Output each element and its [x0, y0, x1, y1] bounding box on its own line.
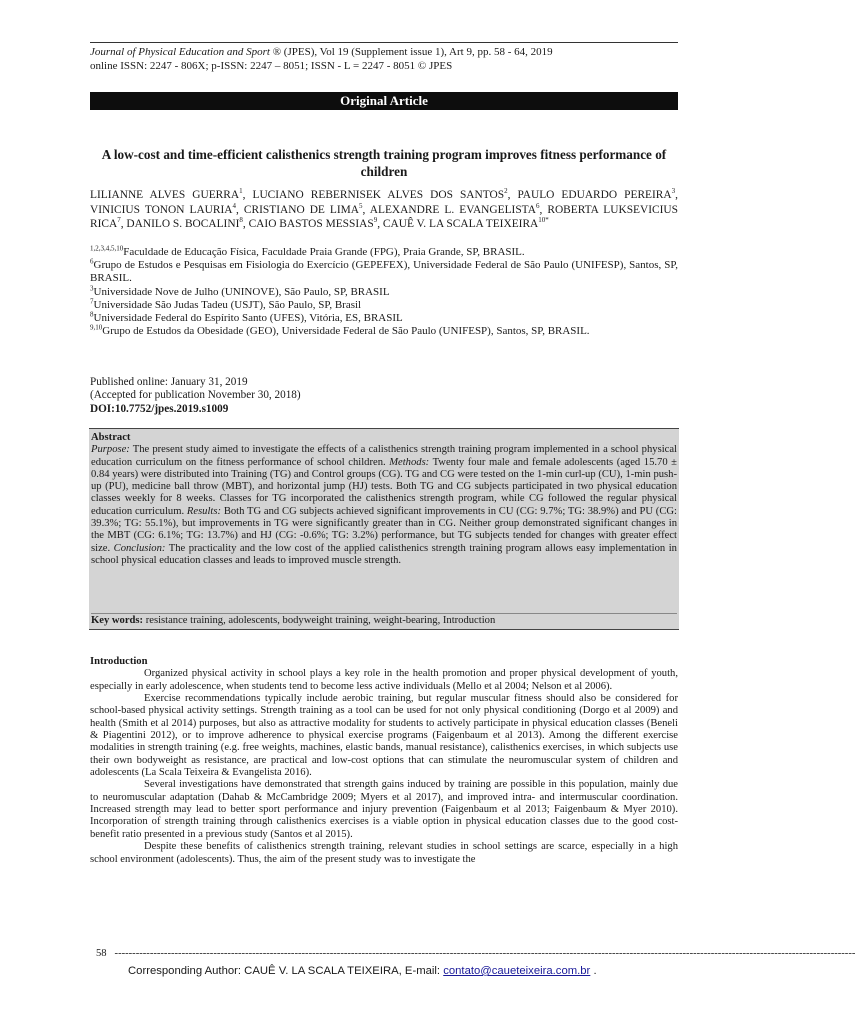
affiliation-text: Universidade São Judas Tadeu (USJT), São Paulo, SP, Brasil [93, 298, 362, 311]
corresponding-trailing: . [590, 965, 597, 977]
author-name: ROBERTA LUKSEVICIUS RICA [90, 203, 678, 230]
affiliation-item [90, 246, 678, 259]
publication-info [90, 376, 678, 416]
author-affiliation-marker: 8 [239, 216, 243, 225]
article-title: A low-cost and time-efficient calisthenics strength training program improves fitness performance of children [101, 147, 667, 179]
footer-rule [96, 948, 855, 960]
corresponding-label: Corresponding Author: CAUÊ V. LA SCALA TEIXEIRA, E-mail: [128, 965, 444, 977]
author-name: ALEXANDRE L. EVANGELISTA [369, 203, 536, 216]
corresponding-author [128, 964, 688, 978]
abstract-section-label: Conclusion: [113, 542, 166, 554]
abstract-section-label: Purpose: [91, 444, 130, 456]
affiliation-marker: 8 [90, 310, 94, 319]
published-date: Published online: January 31, 2019 [90, 376, 248, 388]
accepted-date: (Accepted for publication November 30, 2018) [90, 389, 301, 402]
abstract-section-text: Twenty four male and female adolescents (aged 15.70 ± 0.84 years) were distributed into Training (TG) and Control groups (CG). TG and CG were tested on the 1-min curl-up (CU), 1-min push-up (PU), medicine ball throw (MBT), and horizontal jump (HJ) tests. Both TG and CG subjects participated in two physical education classes weekly for 8 weeks. Classes for TG incorporated the calisthenics strength program, while CG followed the regular physical education curriculum. [91, 456, 677, 517]
author-affiliation-marker: 7 [117, 216, 121, 225]
author-separator: , [675, 189, 678, 201]
affiliation-list [90, 246, 678, 338]
abstract-heading: Abstract [91, 432, 131, 443]
journal-name: Journal of Physical Education and Sport [90, 46, 270, 58]
abstract-section-label: Results: [186, 505, 222, 517]
author-name: LILIANNE ALVES GUERRA [90, 189, 240, 201]
author-list [90, 188, 678, 232]
author-separator: , [242, 189, 253, 201]
affiliation-item [90, 325, 678, 338]
introduction-paragraph: Several investigations have demonstrated that strength gains induced by training are possible in this population, mainly due to neuromuscular adaptation (Dahab & McCambridge 2009; Myers et al 2017), and improved intra- and intermuscular coordination. Increased strength may lead to better sport performance and injury prevention (Faigenbaum et al 2013; Faigenbaum & Myer 2010). Incorporation of strength training through calisthenics exercises is a viable option in physical education classes due to the good cost-benefit ratio presented in a previous study (Santos et al 2015). [90, 779, 678, 840]
abstract-section-text: The practicality and the low cost of the applied calisthenics strength training program allows easy implementation in school physical education classes and leads to improved muscle strength. [91, 542, 677, 566]
issn-line: online ISSN: 2247 - 806X; p-ISSN: 2247 – 8051; ISSN - L = 2247 - 8051 © JPES [90, 60, 453, 72]
abstract-text [91, 444, 677, 567]
author-separator: , [507, 189, 518, 201]
author-separator: , [362, 203, 370, 216]
author-name: CAIO BASTOS MESSIAS [248, 218, 374, 230]
abstract-section-text: The present study aimed to investigate the effects of a calisthenics strength training program implemented in a school physical education curriculum on the fitness performance of school children. [91, 444, 677, 468]
introduction-heading: Introduction [90, 656, 148, 667]
author-affiliation-marker: 3 [671, 187, 676, 196]
affiliation-item [90, 299, 678, 312]
introduction-section [90, 656, 678, 866]
author-affiliation-marker: 6 [535, 201, 540, 210]
introduction-paragraph: Despite these benefits of calisthenics strength training, relevant studies in school settings are scarce, especially in a high school environment (adolescents). Thus, the aim of the present study was to investigate the [90, 841, 678, 865]
affiliation-marker: 6 [90, 257, 94, 266]
affiliation-item [90, 259, 678, 285]
affiliation-text: Grupo de Estudos da Obesidade (GEO), Universidade Federal de São Paulo (UNIFESP), Santos, SP, BRASIL. [102, 325, 590, 338]
author-name: DANILO S. BOCALINI [126, 218, 240, 230]
author-separator: , [539, 203, 548, 216]
author-affiliation-marker: 10* [538, 216, 549, 225]
author-name: LUCIANO REBERNISEK ALVES DOS SANTOS [252, 189, 505, 201]
affiliation-item [90, 312, 678, 325]
author-separator: , [120, 218, 127, 230]
author-affiliation-marker: 4 [232, 201, 237, 210]
author-separator: , [236, 203, 244, 216]
abstract-section-label: Methods: [389, 456, 430, 468]
affiliation-marker: 3 [90, 283, 94, 292]
journal-header [90, 45, 690, 73]
keywords-label: Key words: [91, 614, 144, 626]
article-type-banner: Original Article [90, 92, 678, 110]
doi-link[interactable]: DOI:10.7752/jpes.2019.s1009 [90, 402, 229, 415]
affiliation-item [90, 283, 678, 299]
keywords-list: resistance training, adolescents, bodyweight training, weight-bearing, Introduction [143, 614, 496, 626]
abstract-section-text: Both TG and CG subjects achieved significant improvements in CU (CG: 9.7%; TG: 38.9%) and PU (CG: 39.3%; TG: 55.1%), but improvements in TG were significantly greater than in CG. Neither group demonstrated significant changes in the MBT (CG: 6.1%; TG: 13.7%) and HJ (CG: -0.6%; TG: 3.2%) performance, but TG subjects tended for changes with greater effect size. [91, 505, 677, 554]
keywords [91, 613, 677, 627]
author-name: PAULO EDUARDO PEREIRA [517, 189, 672, 201]
author-affiliation-marker: 9 [373, 216, 378, 225]
author-separator: , [377, 218, 383, 230]
corresponding-email-link[interactable]: contato@caueteixeira.com.br [443, 965, 591, 977]
author-affiliation-marker: 1 [239, 187, 243, 196]
introduction-paragraph: Organized physical activity in school plays a key role in the health promotion and proper physical development of youth, especially in early adolescence, when students tend to become less active individuals (Mello et al 2004; Nelson et al 2006). [90, 668, 678, 692]
author-name: CRISTIANO DE LIMA [243, 203, 360, 216]
page-number: 58 [96, 948, 107, 959]
affiliation-text: Universidade Federal do Espírito Santo (UFES), Vitória, ES, BRASIL [93, 312, 403, 325]
abstract-box [89, 428, 679, 630]
author-affiliation-marker: 2 [504, 187, 508, 196]
header-rule [90, 42, 678, 43]
affiliation-text: Faculdade de Educação Física, Faculdade Praia Grande (FPG), Praia Grande, SP, BRASIL. [123, 246, 525, 258]
affiliation-marker: 9,10 [90, 323, 103, 332]
author-separator: , [242, 218, 249, 230]
journal-citation: ® (JPES), Vol 19 (Supplement issue 1), Art 9, pp. 58 - 64, 2019 [269, 46, 553, 58]
affiliation-marker: 7 [90, 297, 94, 306]
introduction-paragraph: Exercise recommendations typically include aerobic training, but regular muscular fitness should also be considered for school-based physical activity settings. Strength training as a tool can be used for not only physical conditioning (Dorgo et al 2009) and health (Smith et al 2014) purposes, but also as attractive modality for students to actively participate in physical education classes (Beneli & Piagentini 2012), or to improve adherence to physical exercise programs (Faigenbaum et al 2013). Among the different exercise modalities in strength training (e.g. free weights, machines, elastic bands, manual resistance), calisthenics exercises, in which subjects use their own bodyweight as resistance, are practical and low-cost options that can stimulate the neuromuscular system of children and adolescents (La Scala Teixeira & Evangelista 2016). [90, 693, 678, 779]
author-affiliation-marker: 5 [359, 201, 363, 210]
footer-dashes: ------------------------------------------------------------------------------------------------------------------------------------------------------------------------------------------------------------------ [114, 948, 855, 959]
affiliation-marker: 1,2,3,4,5,10 [90, 244, 124, 253]
author-name: CAUÊ V. LA SCALA TEIXEIRA [382, 218, 539, 230]
affiliation-text: Grupo de Estudos e Pesquisas em Fisiologia do Exercício (GEPEFEX), Universidade Federal de São Paulo (UNIFESP), Santos, SP, BRASIL. [90, 259, 678, 285]
author-name: VINICIUS TONON LAURIA [90, 203, 233, 216]
affiliation-text: Universidade Nove de Julho (UNINOVE), São Paulo, SP, BRASIL [93, 285, 390, 298]
